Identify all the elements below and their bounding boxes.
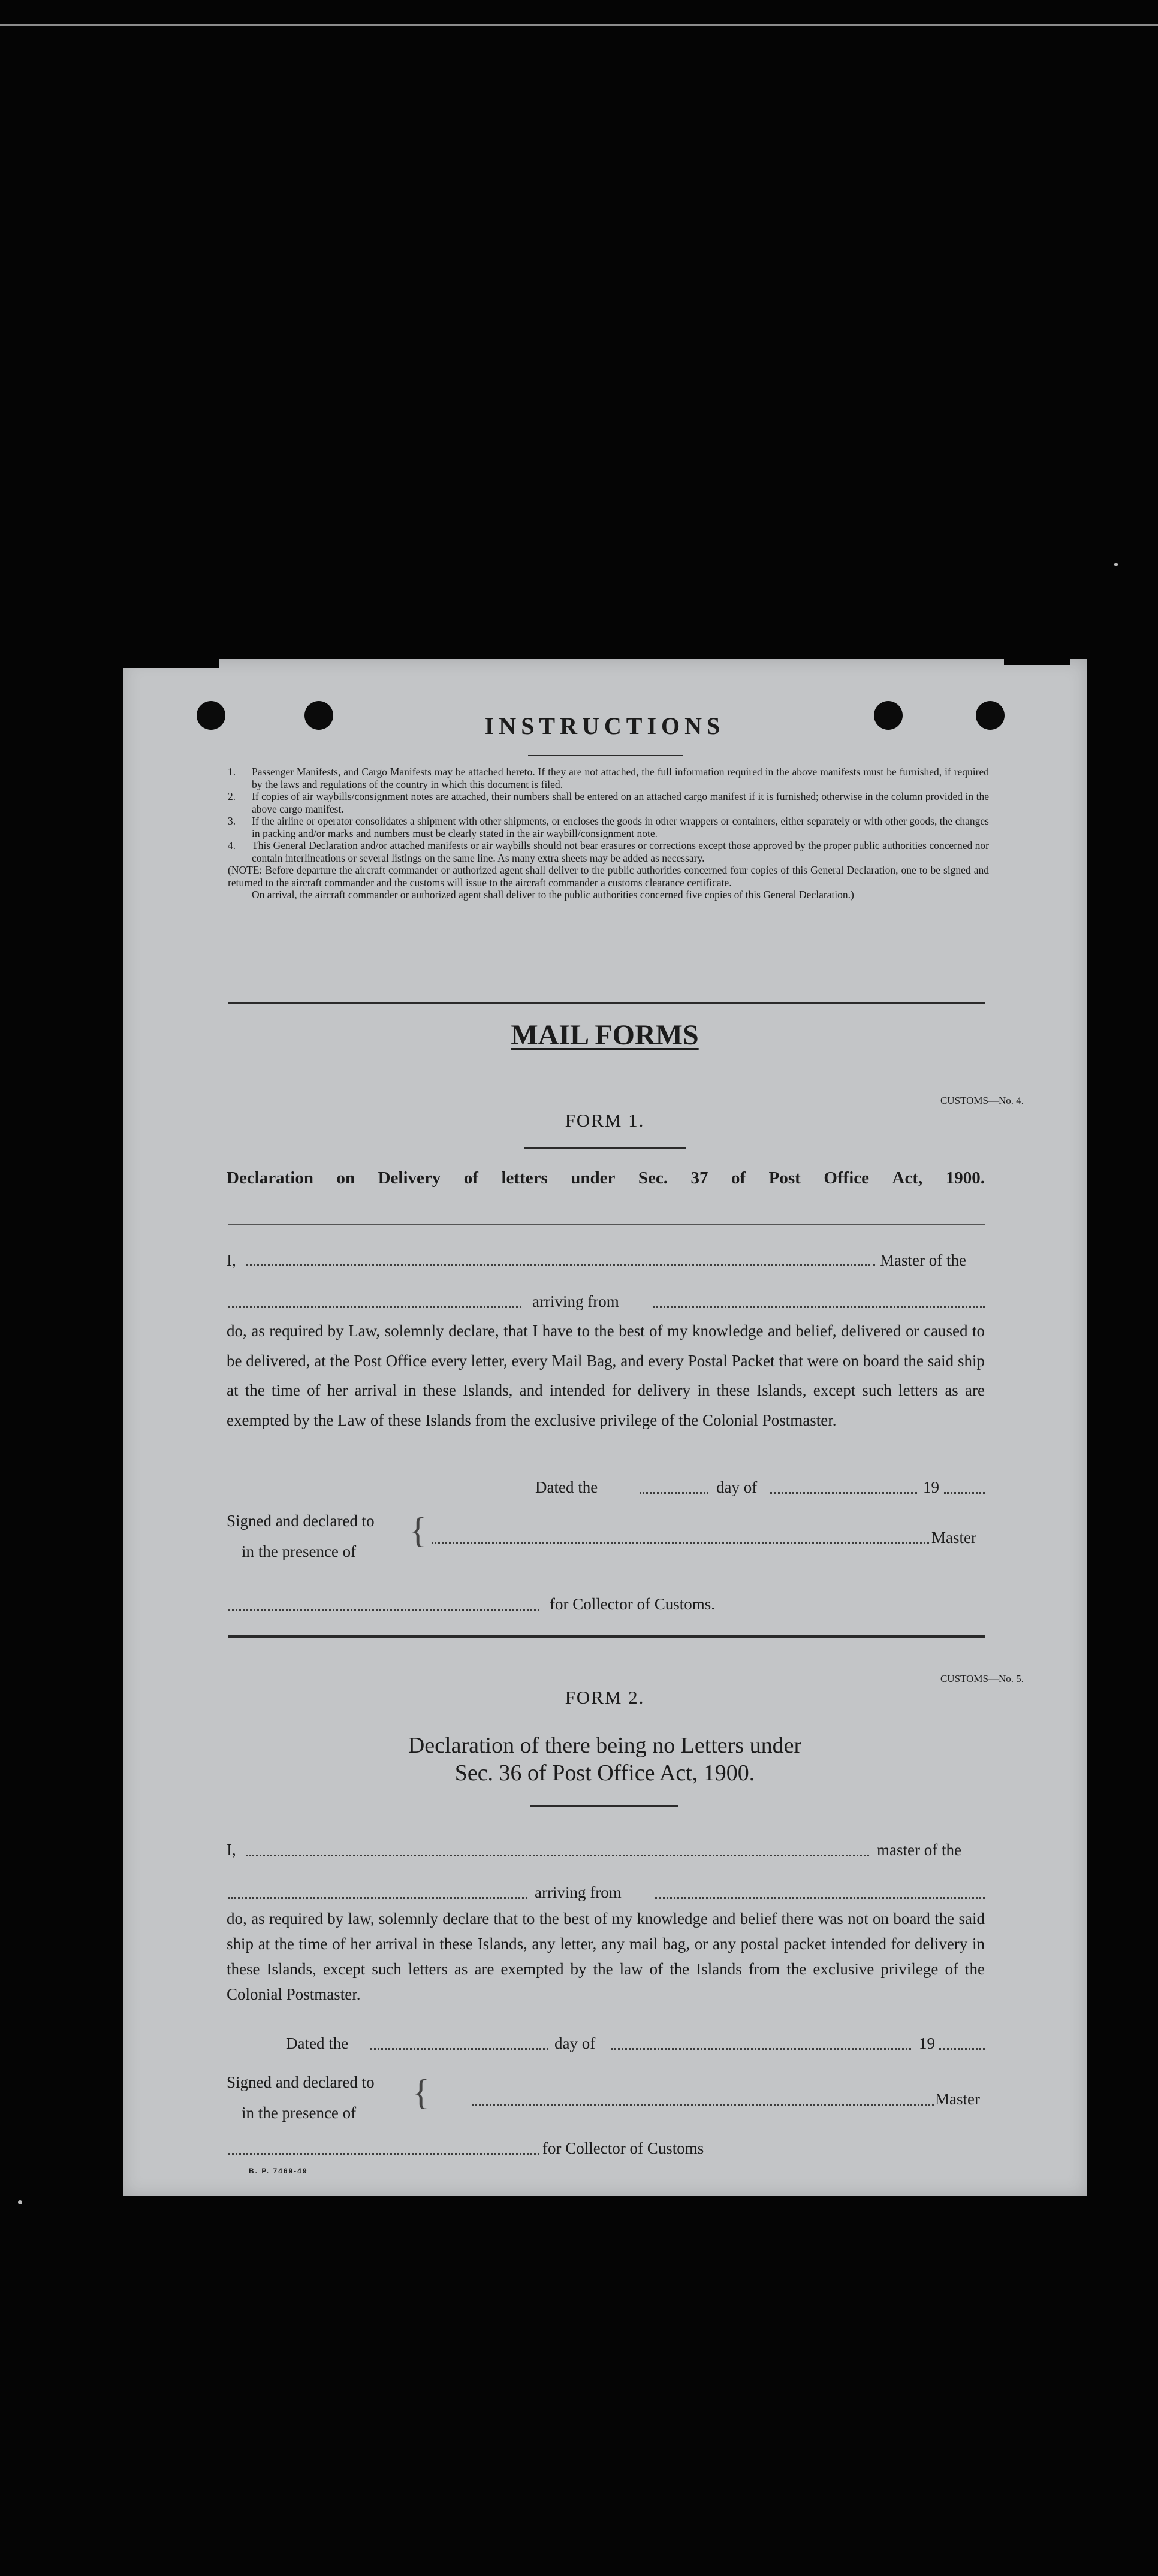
heading-word: 1900. — [945, 1168, 985, 1188]
form2-dated-the: Dated the — [286, 2034, 349, 2052]
instruction-text: If the airline or operator consolidates a shipment with other shipments, or encloses the goods in other wrappers or containers, either separately or with other goods, the changes in packing and/or marks and numbers must be clearly stated in the air waybill/consignment note. — [252, 815, 989, 839]
form2-origin-field[interactable] — [655, 1897, 985, 1899]
form2-date-day-field[interactable] — [370, 2048, 548, 2050]
instruction-number: 1. — [228, 766, 236, 778]
form2-title: FORM 2. — [565, 1687, 645, 1708]
document-page — [123, 659, 1087, 2196]
mail-forms-title: MAIL FORMS — [511, 1019, 699, 1051]
form1-collector-signature-field[interactable] — [228, 1609, 539, 1611]
heading-word: Sec. — [638, 1168, 668, 1188]
form1-date-day-field[interactable] — [640, 1492, 708, 1494]
torn-corner — [1004, 659, 1070, 665]
form2-master-of-the: master of the — [877, 1841, 961, 1859]
form1-customs-number: CUSTOMS—No. 4. — [940, 1095, 1024, 1106]
form2-ship-field[interactable] — [228, 1897, 527, 1899]
form2-arriving-from: arriving from — [535, 1883, 622, 1901]
form1-year-field[interactable] — [944, 1492, 985, 1494]
form1-name-field[interactable] — [246, 1264, 875, 1266]
form2-brace: { — [412, 2073, 430, 2112]
heading-word: of — [731, 1168, 746, 1188]
heading-word: Delivery — [378, 1168, 441, 1188]
title-rule — [528, 755, 683, 756]
form1-dated-the: Dated the — [535, 1478, 598, 1496]
section-divider — [228, 1002, 985, 1004]
instruction-number: 2. — [228, 790, 236, 802]
form1-i-label: I, — [227, 1251, 236, 1269]
form1-master-signature-field[interactable] — [432, 1542, 929, 1544]
form2-heading-rule — [530, 1805, 678, 1807]
instruction-note-arrival: On arrival, the aircraft commander or authorized agent shall deliver to the public authorities concerned five copies of this General Declaration.) — [252, 889, 854, 901]
instructions-list — [228, 766, 989, 901]
instruction-item — [228, 790, 989, 815]
heading-word: Declaration — [227, 1168, 313, 1188]
form1-master-label: Master — [931, 1529, 976, 1547]
instruction-note: (NOTE: Before departure the aircraft commander or authorized agent shall deliver to the public authorities concerned four copies of this General Declaration, one to be signed and returned to the aircraft commander and the customs will issue to the aircraft commander a customs clearance certificate. — [228, 864, 989, 889]
form1-title-rule — [524, 1147, 686, 1149]
dust-speck — [1114, 563, 1118, 566]
form1-day-of: day of — [716, 1478, 758, 1496]
form2-name-field[interactable] — [246, 1855, 869, 1856]
form2-presence-of: in the presence of — [242, 2104, 357, 2122]
form2-body: do, as required by law, solemnly declare that to the best of my knowledge and belief there was not on board the said ship at the time of her arrival in these Islands, any letter, any mail bag, or any postal packet intended for delivery in these Islands, except such letters as are exempted by the law of the Islands from the exclusive privilege of the Colonial Postmaster. — [227, 1910, 985, 2003]
form1-declaration-heading — [227, 1168, 985, 1188]
scanner-top-edge — [0, 24, 1158, 26]
form2-collector-signature-field[interactable] — [228, 2153, 539, 2155]
heading-word: letters — [501, 1168, 548, 1188]
form1-arriving-from: arriving from — [532, 1292, 619, 1310]
form1-heading-rule — [228, 1224, 985, 1225]
form1-date-month-field[interactable] — [770, 1492, 917, 1494]
form2-collector-label: for Collector of Customs — [542, 2139, 704, 2157]
instruction-number: 4. — [228, 839, 236, 851]
instruction-text: Passenger Manifests, and Cargo Manifests may be attached hereto. If they are not attached, the full information required in the above manifests must be furnished, if required by the laws and regulations of the country in which this document is filed. — [252, 766, 989, 790]
instruction-item — [228, 815, 989, 839]
form2-master-label: Master — [935, 2090, 980, 2108]
form2-heading-line2: Sec. 36 of Post Office Act, 1900. — [454, 1760, 755, 1786]
heading-word: Act, — [892, 1168, 923, 1188]
form1-year-prefix: 19 — [923, 1478, 939, 1496]
instruction-number: 3. — [228, 815, 236, 827]
form2-heading-line1: Declaration of there being no Letters under — [408, 1733, 802, 1758]
heading-word: on — [336, 1168, 355, 1188]
heading-word: of — [463, 1168, 478, 1188]
form1-presence-of: in the presence of — [242, 1542, 357, 1560]
form1-collector-label: for Collector of Customs. — [550, 1595, 715, 1613]
instruction-item — [228, 766, 989, 790]
form2-customs-number: CUSTOMS—No. 5. — [940, 1673, 1024, 1684]
form2-day-of: day of — [554, 2034, 596, 2052]
form2-declaration-heading — [123, 1732, 1087, 1787]
form2-year-field[interactable] — [939, 2048, 985, 2050]
form2-year-prefix: 19 — [919, 2034, 935, 2052]
form2-i-label: I, — [227, 1841, 236, 1859]
instructions-title: INSTRUCTIONS — [484, 712, 725, 739]
form1-brace: { — [409, 1511, 427, 1550]
form2-date-month-field[interactable] — [611, 2048, 911, 2050]
form1-title: FORM 1. — [565, 1110, 645, 1131]
form1-master-of-the: Master of the — [880, 1251, 966, 1269]
form1-signed-declared: Signed and declared to — [227, 1512, 375, 1530]
print-code: B. P. 7469-49 — [249, 2167, 308, 2175]
heading-word: under — [571, 1168, 616, 1188]
torn-corner — [123, 659, 219, 668]
form1-origin-field[interactable] — [653, 1306, 985, 1308]
instruction-text: If copies of air waybills/consignment notes are attached, their numbers shall be entered on an attached cargo manifest if it is furnished; otherwise in the column provided in the above cargo manifest. — [252, 790, 989, 815]
heading-word: Post — [768, 1168, 801, 1188]
forms-divider — [228, 1635, 985, 1638]
instruction-text: This General Declaration and/or attached manifests or air waybills should not bear erasures or corrections except those approved by the proper public authorities concerned nor contain interlineations or several listings on the same line. As many extra sheets may be added as necessary. — [252, 839, 989, 864]
dust-speck — [18, 2200, 22, 2204]
heading-word: 37 — [690, 1168, 708, 1188]
form1-body: do, as required by Law, solemnly declare, that I have to the best of my knowledge and belief, delivered or caused to be delivered, at the Post Office every letter, every Mail Bag, and every Postal Packet that were on board the said ship at the time of her arrival in these Islands, and intended for delivery in these Islands, except such letters as are exempted by the Law of these Islands from the exclusive privilege of the Colonial Postmaster. — [227, 1322, 985, 1429]
form1-ship-field[interactable] — [228, 1306, 521, 1308]
form2-signed-declared: Signed and declared to — [227, 2073, 375, 2091]
instruction-item — [228, 839, 989, 864]
heading-word: Office — [824, 1168, 870, 1188]
form2-master-signature-field[interactable] — [472, 2104, 934, 2106]
